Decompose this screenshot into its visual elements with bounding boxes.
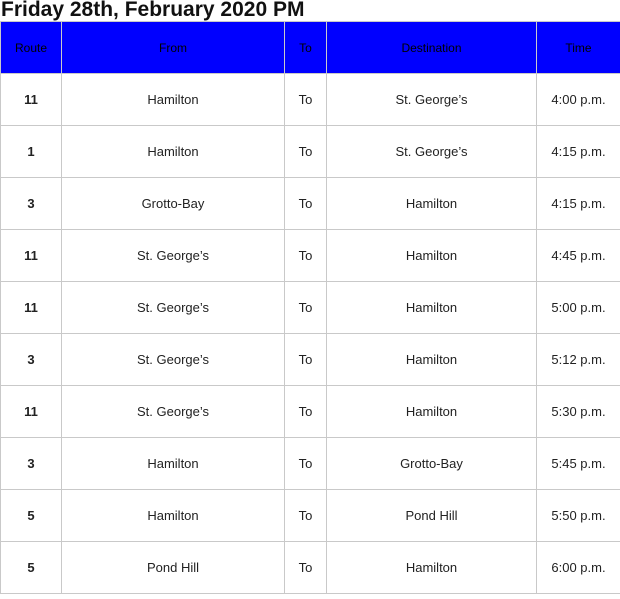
from-cell: St. George’s [62,334,285,386]
route-cell: 5 [1,542,62,594]
time-cell: 5:50 p.m. [537,490,620,542]
from-cell: Grotto-Bay [62,178,285,230]
destination-cell: Hamilton [327,386,537,438]
to-cell: To [285,74,327,126]
column-header-destination: Destination [327,22,537,74]
from-cell: St. George’s [62,386,285,438]
to-cell: To [285,126,327,178]
time-cell: 4:45 p.m. [537,230,620,282]
route-cell: 11 [1,386,62,438]
route-cell: 11 [1,230,62,282]
time-cell: 4:15 p.m. [537,178,620,230]
route-cell: 11 [1,74,62,126]
route-cell: 1 [1,126,62,178]
table-header-row [1,22,620,74]
to-cell: To [285,386,327,438]
column-header-to: To [285,22,327,74]
time-cell: 5:12 p.m. [537,334,620,386]
table-row [1,230,620,282]
route-cell: 3 [1,178,62,230]
table-row [1,386,620,438]
page-title: Friday 28th, February 2020 PM [1,0,305,21]
route-cell: 5 [1,490,62,542]
to-cell: To [285,282,327,334]
destination-cell: Hamilton [327,282,537,334]
from-cell: Hamilton [62,126,285,178]
time-cell: 5:00 p.m. [537,282,620,334]
table-row [1,74,620,126]
from-cell: Hamilton [62,74,285,126]
from-cell: Pond Hill [62,542,285,594]
table-row [1,126,620,178]
from-cell: St. George’s [62,282,285,334]
table-body [1,74,620,594]
to-cell: To [285,438,327,490]
route-cell: 3 [1,438,62,490]
destination-cell: Hamilton [327,334,537,386]
table-row [1,178,620,230]
to-cell: To [285,334,327,386]
destination-cell: Hamilton [327,230,537,282]
to-cell: To [285,542,327,594]
destination-cell: Hamilton [327,542,537,594]
destination-cell: Pond Hill [327,490,537,542]
bus-schedule-table [0,21,620,594]
table-row [1,334,620,386]
to-cell: To [285,230,327,282]
from-cell: Hamilton [62,438,285,490]
destination-cell: St. George’s [327,74,537,126]
route-cell: 3 [1,334,62,386]
destination-cell: Grotto-Bay [327,438,537,490]
table-row [1,282,620,334]
to-cell: To [285,490,327,542]
to-cell: To [285,178,327,230]
route-cell: 11 [1,282,62,334]
time-cell: 6:00 p.m. [537,542,620,594]
time-cell: 5:45 p.m. [537,438,620,490]
table-row [1,438,620,490]
destination-cell: Hamilton [327,178,537,230]
column-header-route: Route [1,22,62,74]
table-row [1,490,620,542]
time-cell: 5:30 p.m. [537,386,620,438]
time-cell: 4:15 p.m. [537,126,620,178]
from-cell: Hamilton [62,490,285,542]
from-cell: St. George’s [62,230,285,282]
table-row [1,542,620,594]
destination-cell: St. George’s [327,126,537,178]
column-header-time: Time [537,22,620,74]
column-header-from: From [62,22,285,74]
time-cell: 4:00 p.m. [537,74,620,126]
